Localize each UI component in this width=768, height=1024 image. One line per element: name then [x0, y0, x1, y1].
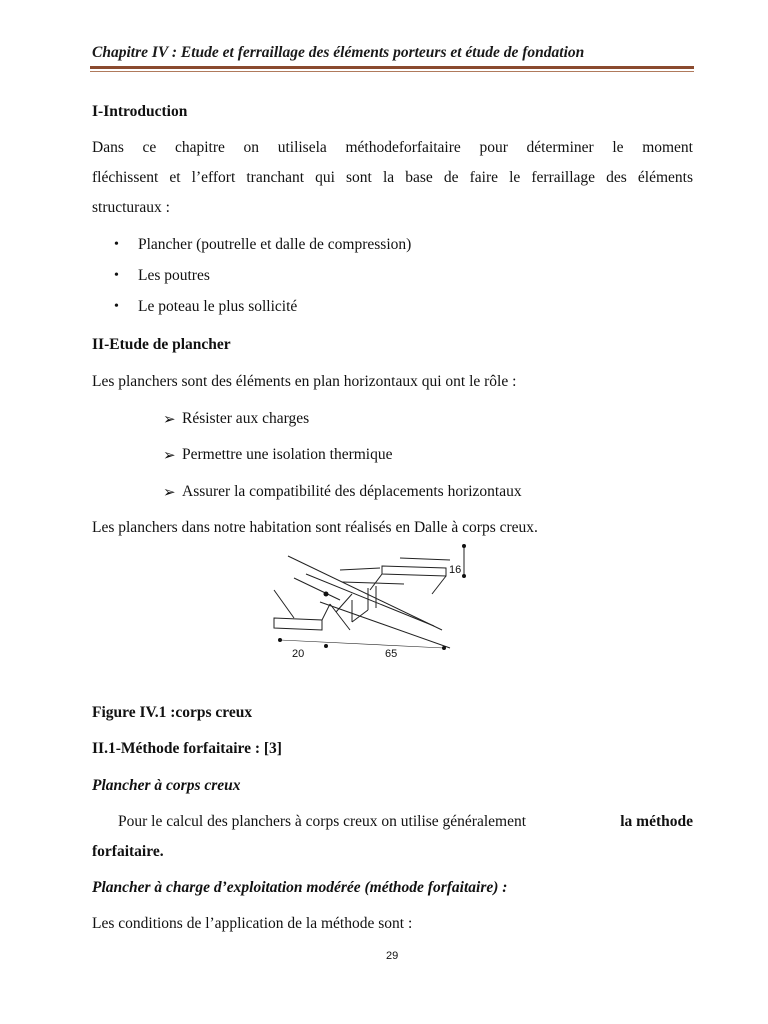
figure-dot — [442, 646, 446, 650]
methode-paragraph-line-1 — [92, 813, 693, 831]
list-item: Les poutres — [138, 267, 210, 284]
arrow-bullet-icon: ➢ — [163, 412, 176, 428]
list-item: Le poteau le plus sollicité — [138, 298, 298, 315]
intro-heading: I-Introduction — [92, 103, 188, 120]
figure-dot — [324, 592, 329, 597]
list-item: Plancher (poutrelle et dalle de compression) — [138, 236, 412, 253]
figure-block — [382, 566, 446, 576]
figure-dot — [324, 644, 328, 648]
plancher-intro-line: Les planchers sont des éléments en plan horizontaux qui ont le rôle : — [92, 373, 517, 390]
bullet-dot: • — [114, 299, 119, 314]
header-rule-thin — [90, 71, 694, 72]
header-rule — [90, 66, 694, 69]
list-item: Assurer la compatibilité des déplacements horizontaux — [182, 483, 522, 500]
intro-paragraph-line-3: structuraux : — [92, 199, 170, 216]
dimension-line — [280, 640, 444, 648]
plancher-heading: II-Etude de plancher — [92, 336, 231, 353]
corps-creux-subheading: Plancher à corps creux — [92, 777, 241, 794]
figure-label-left-width: 20 — [292, 648, 305, 660]
figure-line — [340, 568, 380, 570]
methode-emphasis: la méthode — [620, 813, 693, 830]
corps-creux-figure — [260, 538, 480, 666]
figure-line — [306, 574, 434, 626]
arrow-bullet-icon: ➢ — [163, 485, 176, 501]
figure-line — [336, 594, 352, 612]
figure-line — [352, 610, 368, 622]
intro-paragraph-line-1: Dans ce chapitre on utilisela méthodeforfaitaire pour déterminer le moment — [92, 139, 693, 156]
methode-paragraph-line-2: forfaitaire. — [92, 843, 164, 860]
figure-block — [274, 618, 322, 630]
figure-dot — [462, 574, 466, 578]
figure-line — [342, 582, 404, 584]
figure-dot — [462, 544, 466, 548]
conditions-line: Les conditions de l’application de la méthode sont : — [92, 915, 413, 932]
figure-caption: Figure IV.1 :corps creux — [92, 704, 253, 721]
dalle-line: Les planchers dans notre habitation sont réalisés en Dalle à corps creux. — [92, 519, 538, 536]
figure-dot — [278, 638, 282, 642]
figure-line — [294, 578, 340, 600]
list-item: Résister aux charges — [182, 410, 310, 427]
intro-paragraph-line-2: fléchissent et l’effort tranchant qui sont la base de faire le ferraillage des éléments — [92, 169, 693, 186]
page-number: 29 — [386, 950, 399, 962]
arrow-bullet-icon: ➢ — [163, 448, 176, 464]
figure-line — [322, 604, 330, 620]
figure-label-height: 16 — [449, 564, 462, 576]
methode-text: Pour le calcul des planchers à corps creux on utilise généralement — [118, 813, 527, 830]
figure-label-right-width: 65 — [385, 648, 398, 660]
figure-line — [432, 576, 446, 594]
methode-heading: II.1-Méthode forfaitaire : [3] — [92, 740, 282, 757]
list-item: Permettre une isolation thermique — [182, 446, 393, 463]
bullet-dot: • — [114, 237, 119, 252]
figure-line — [274, 590, 294, 618]
chapter-header: Chapitre IV : Etude et ferraillage des éléments porteurs et étude de fondation — [92, 44, 585, 61]
charge-subheading: Plancher à charge d’exploitation modérée (méthode forfaitaire) : — [92, 879, 508, 896]
figure-line — [400, 558, 450, 560]
bullet-dot: • — [114, 268, 119, 283]
